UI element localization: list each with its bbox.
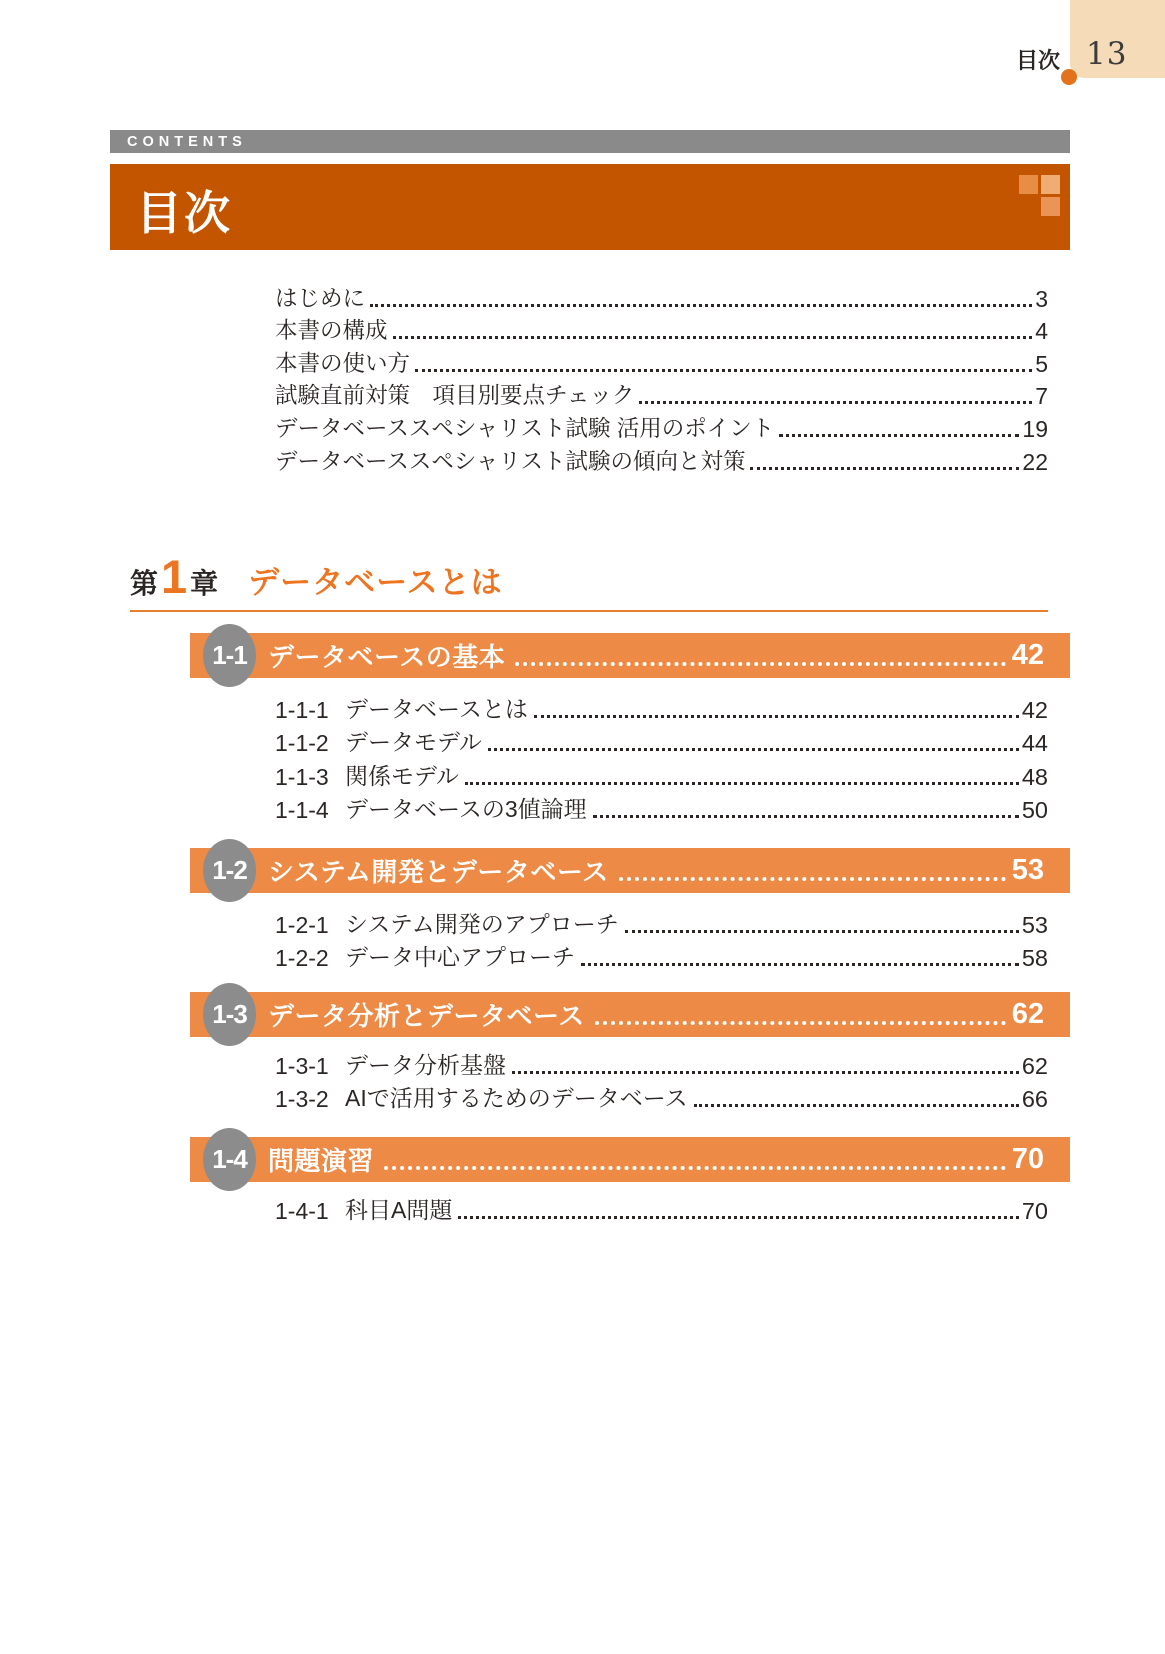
section-badge: 1-1 bbox=[203, 624, 256, 687]
toc-entry bbox=[275, 345, 1048, 378]
toc-entry-page: 4 bbox=[1035, 318, 1048, 345]
dotted-leader bbox=[619, 877, 1006, 881]
page-number: 13 bbox=[1086, 36, 1128, 72]
section-items-1-3 bbox=[275, 1046, 1048, 1113]
item-number: 1-2-1 bbox=[275, 911, 329, 938]
chapter-suffix: 章 bbox=[190, 568, 219, 599]
section-page: 42 bbox=[1011, 639, 1044, 671]
item-title: データ中心アプローチ bbox=[345, 944, 575, 971]
item-number: 1-1-4 bbox=[275, 797, 329, 824]
corner-dot-icon bbox=[1061, 69, 1077, 85]
dotted-leader bbox=[488, 748, 1019, 751]
dotted-leader bbox=[625, 930, 1019, 933]
section-page: 70 bbox=[1011, 1143, 1044, 1175]
section-bar-1-1 bbox=[190, 633, 1070, 678]
dotted-leader bbox=[750, 467, 1019, 470]
toc-entry-page: 7 bbox=[1035, 383, 1048, 410]
toc-entry-page: 22 bbox=[1022, 448, 1048, 475]
section-items-1-1 bbox=[275, 690, 1048, 824]
item-title: データベースの3値論理 bbox=[345, 796, 587, 823]
toc-entry-page: 5 bbox=[1035, 350, 1048, 377]
item-page: 50 bbox=[1021, 797, 1048, 824]
toc-entry bbox=[275, 443, 1048, 476]
toc-entry-title: 本書の構成 bbox=[275, 318, 388, 344]
contents-strip bbox=[110, 130, 1070, 153]
dotted-leader bbox=[534, 715, 1019, 718]
chapter-title: データベースとは bbox=[248, 565, 503, 600]
dotted-leader bbox=[465, 782, 1019, 785]
item-page: 53 bbox=[1021, 911, 1048, 938]
section-badge: 1-3 bbox=[203, 983, 256, 1046]
item-page: 48 bbox=[1021, 763, 1048, 790]
item-title: データベースとは bbox=[345, 695, 528, 722]
item-number: 1-3-2 bbox=[275, 1086, 329, 1113]
item-title: AIで活用するためのデータベース bbox=[345, 1085, 688, 1112]
dotted-leader bbox=[415, 369, 1032, 372]
dotted-leader bbox=[384, 1166, 1006, 1170]
running-head-label: 目次 bbox=[1016, 48, 1061, 73]
section-title: データ分析とデータベース bbox=[268, 1001, 585, 1031]
section-title: システム開発とデータベース bbox=[268, 857, 609, 887]
chapter-prefix: 第 bbox=[130, 568, 159, 599]
item-title: 関係モデル bbox=[345, 762, 459, 789]
page-title: 目次 bbox=[136, 187, 232, 239]
section-title: データベースの基本 bbox=[268, 642, 506, 672]
chapter-number: 1 bbox=[161, 550, 188, 603]
section-items-1-2 bbox=[275, 905, 1048, 972]
toc-entry bbox=[275, 410, 1048, 443]
section-title: 問題演習 bbox=[268, 1146, 375, 1176]
toc-entry-title: 本書の使い方 bbox=[275, 350, 411, 376]
section-page: 62 bbox=[1011, 998, 1044, 1030]
contents-label: CONTENTS bbox=[127, 133, 247, 150]
toc-item bbox=[275, 757, 1048, 791]
item-page: 70 bbox=[1021, 1197, 1048, 1224]
section-bar-1-4 bbox=[190, 1137, 1070, 1182]
toc-entry bbox=[275, 280, 1048, 313]
toc-entry-title: データベーススペシャリスト試験の傾向と対策 bbox=[275, 448, 746, 474]
item-title: システム開発のアプローチ bbox=[345, 910, 619, 937]
toc-item bbox=[275, 905, 1048, 939]
squares-decoration-icon bbox=[1041, 175, 1060, 194]
front-matter-list bbox=[275, 280, 1048, 476]
section-bar-1-2 bbox=[190, 848, 1070, 893]
page-title-bar bbox=[110, 164, 1070, 250]
item-title: データモデル bbox=[345, 729, 482, 756]
dotted-leader bbox=[595, 1021, 1006, 1025]
dotted-leader bbox=[512, 1071, 1019, 1074]
item-page: 42 bbox=[1021, 696, 1048, 723]
item-page: 66 bbox=[1021, 1086, 1048, 1113]
toc-item bbox=[275, 1191, 1048, 1225]
squares-decoration-icon bbox=[1019, 175, 1038, 194]
item-page: 44 bbox=[1021, 730, 1048, 757]
toc-item bbox=[275, 939, 1048, 973]
item-number: 1-1-3 bbox=[275, 763, 329, 790]
dotted-leader bbox=[515, 662, 1006, 666]
toc-item bbox=[275, 690, 1048, 724]
toc-entry bbox=[275, 313, 1048, 346]
page-corner-tab bbox=[1070, 0, 1165, 78]
toc-item bbox=[275, 791, 1048, 825]
dotted-leader bbox=[639, 401, 1032, 404]
section-items-1-4 bbox=[275, 1191, 1048, 1225]
item-page: 58 bbox=[1021, 945, 1048, 972]
section-badge: 1-4 bbox=[203, 1128, 256, 1191]
section-bar-1-3 bbox=[190, 992, 1070, 1037]
toc-entry-title: データベーススペシャリスト試験 活用のポイント bbox=[275, 415, 775, 441]
dotted-leader bbox=[370, 304, 1032, 307]
item-number: 1-4-1 bbox=[275, 1197, 329, 1224]
item-page: 62 bbox=[1021, 1052, 1048, 1079]
item-number: 1-3-1 bbox=[275, 1052, 329, 1079]
toc-item bbox=[275, 1046, 1048, 1080]
toc-item bbox=[275, 1080, 1048, 1114]
dotted-leader bbox=[779, 434, 1019, 437]
toc-entry-page: 3 bbox=[1035, 285, 1048, 312]
section-badge: 1-2 bbox=[203, 839, 256, 902]
item-title: データ分析基盤 bbox=[345, 1051, 506, 1078]
item-number: 1-2-2 bbox=[275, 945, 329, 972]
dotted-leader bbox=[393, 336, 1033, 339]
item-title: 科目A問題 bbox=[345, 1196, 453, 1223]
toc-entry-page: 19 bbox=[1022, 415, 1048, 442]
section-page: 53 bbox=[1011, 854, 1044, 886]
toc-item bbox=[275, 724, 1048, 758]
dotted-leader bbox=[694, 1104, 1019, 1107]
toc-entry bbox=[275, 378, 1048, 411]
dotted-leader bbox=[458, 1216, 1019, 1219]
dotted-leader bbox=[581, 963, 1019, 966]
squares-decoration-icon bbox=[1041, 197, 1060, 216]
item-number: 1-1-2 bbox=[275, 730, 329, 757]
item-number: 1-1-1 bbox=[275, 696, 329, 723]
chapter-heading bbox=[130, 549, 1048, 612]
toc-entry-title: はじめに bbox=[275, 285, 366, 311]
toc-entry-title: 試験直前対策 項目別要点チェック bbox=[275, 383, 635, 409]
dotted-leader bbox=[593, 815, 1019, 818]
